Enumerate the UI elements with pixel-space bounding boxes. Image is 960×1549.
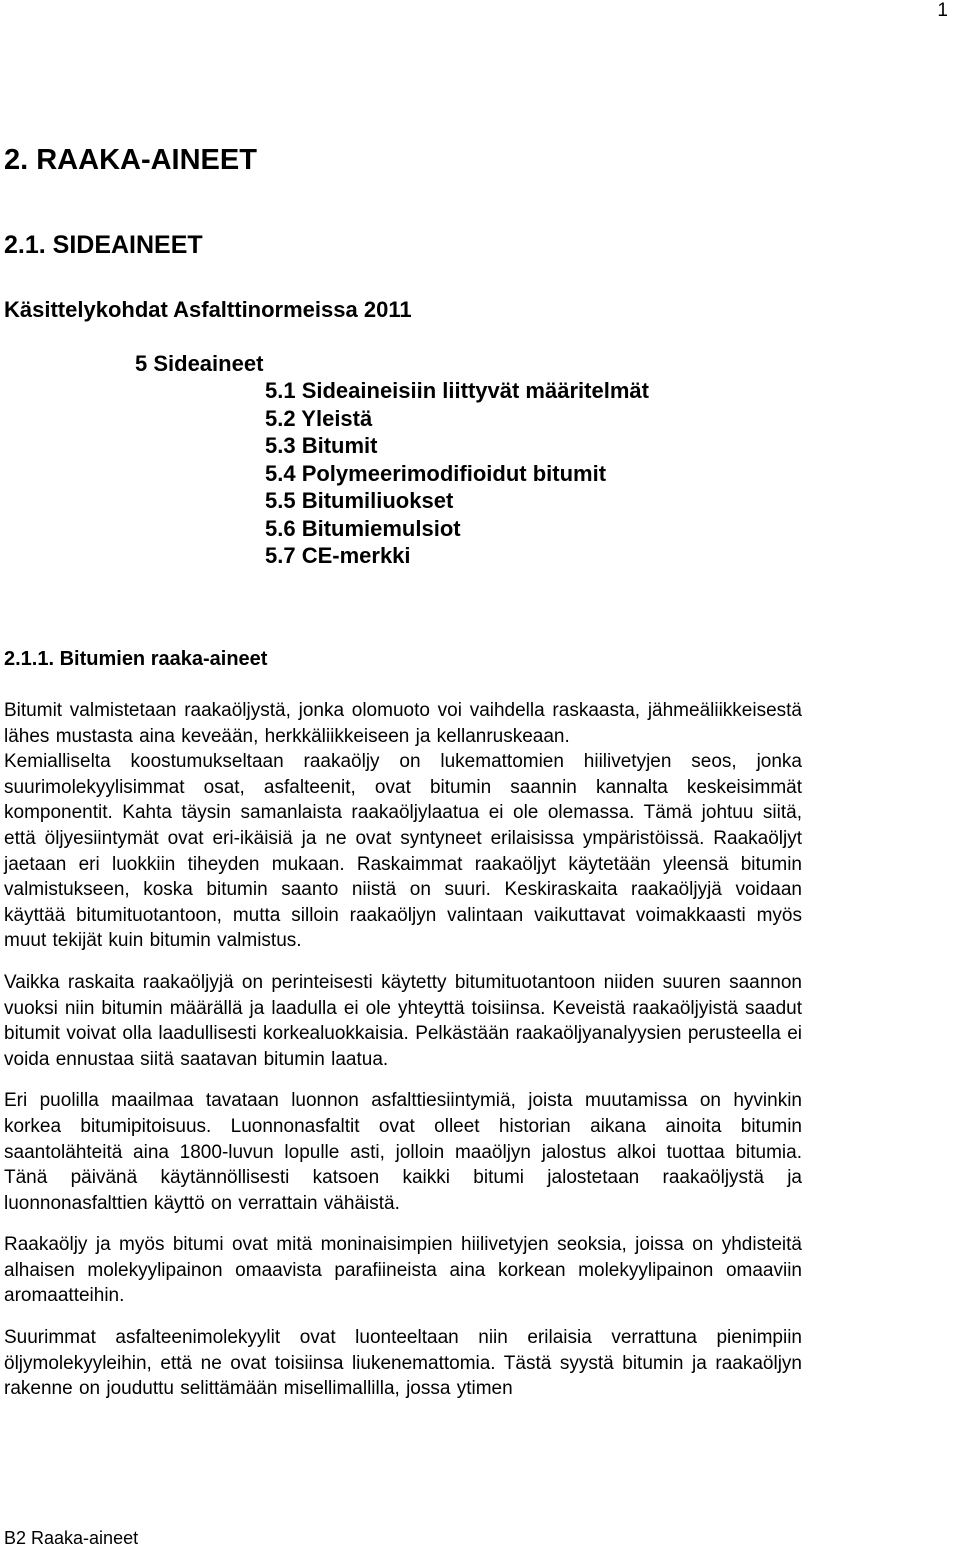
paragraph: Eri puolilla maailmaa tavataan luonnon asfalttiesiintymiä, joista muutamissa on hyvinkin korkea bitumipitoisuus. Luonnonasfaltit ovat olleet historian aikana ainoita bitumin saantolähteitä aina 1800-luvun lopulle asti, jolloin maaöljyn jalostus alkoi tuottaa bitumia. Tänä päivänä käytännöllisesti katsoen kaikki bitumi jalostetaan raakaöljystä ja luonnonasfalttien käyttö on verrattain vähäistä. [4,1090,802,1214]
subsection-heading: 2.1.1. Bitumien raaka-aineet [4,648,268,670]
toc-item: 5.6 Bitumiemulsiot [265,515,461,541]
toc-item: 5.3 Bitumit [265,433,378,458]
paragraph: Vaikka raskaita raakaöljyjä on perinteisesti käytetty bitumituotantoon niiden suuren saannon vuoksi niin bitumin määrällä ja laadulla ei ole yhteyttä toisiinsa. Keveistä raakaöljyistä saadut bitumit voivat olla laadullisesti korkealuokkaisia. Pelkästään raakaöljyanalyysien perusteella ei voida ennustaa siitä saatavan bitumin laatua. [4,971,802,1070]
toc-list [265,377,649,570]
paragraph: Bitumit valmistetaan raakaöljystä, jonka olomuoto voi vaihdella raskaasta, jähmeäliikkeisestä lähes mustasta aina keveään, herkkäliikkeiseen ja kellanruskeaan. [4,700,802,747]
toc-item: 5.4 Polymeerimodifioidut bitumit [265,460,607,486]
page-number: 1 [937,0,948,21]
toc-main-entry: 5 Sideaineet [135,351,264,376]
toc-item: 5.5 Bitumiliuokset [265,488,454,513]
body-text [4,698,802,1418]
chapter-heading: 2. RAAKA-AINEET [4,144,257,176]
page-footer: B2 Raaka-aineet [4,1528,139,1548]
toc-item: 5.1 Sideaineisiin liittyvät määritelmät [265,378,649,403]
subheading-normit: Käsittelykohdat Asfalttinormeissa 2011 [4,297,412,322]
toc-item: 5.2 Yleistä [265,405,373,431]
paragraph: Raakaöljy ja myös bitumi ovat mitä moninaisimpien hiilivetyjen seoksia, joissa on yhdisteitä alhaisen molekyylipainon omaavista parafiineista aina korkean molekyylipainon omaaviin aromaatteihin. [4,1234,802,1307]
section-heading: 2.1. SIDEAINEET [4,231,203,259]
toc-item: 5.7 CE-merkki [265,543,411,568]
paragraph: Kemialliselta koostumukseltaan raakaöljy on lukemattomien hiilivetyjen seos, jonka suurimolekyylisimmat osat, asfalteenit, ovat bitumin saannin kannalta keskeisimmät komponentit. Kahta täysin samanlaista raakaöljylaatua ei ole olemassa. Tämä johtuu siitä, että öljyesiintymät ovat eri-ikäisiä ja ne ovat syntyneet erilaisissa ympäristöissä. Raakaöljyt jaetaan eri luokkiin tiheyden mukaan. Raskaimmat raakaöljyt käytetään yleensä bitumin valmistukseen, koska bitumin saanto niistä on suuri. Keskiraskaita raakaöljyjä voidaan käyttää bitumituotantoon, mutta silloin raakaöljyn valintaan vaikuttavat voimakkaasti myös muut tekijät kuin bitumin valmistus. [4,751,802,952]
paragraph: Suurimmat asfalteenimolekyylit ovat luonteeltaan niin erilaisia verrattuna pienimpiin öljymolekyyleihin, että ne ovat toisiinsa liukenemattomia. Tästä syystä bitumin ja raakaöljyn rakenne on jouduttu selittämään misellimallilla, jossa ytimen [4,1327,802,1400]
